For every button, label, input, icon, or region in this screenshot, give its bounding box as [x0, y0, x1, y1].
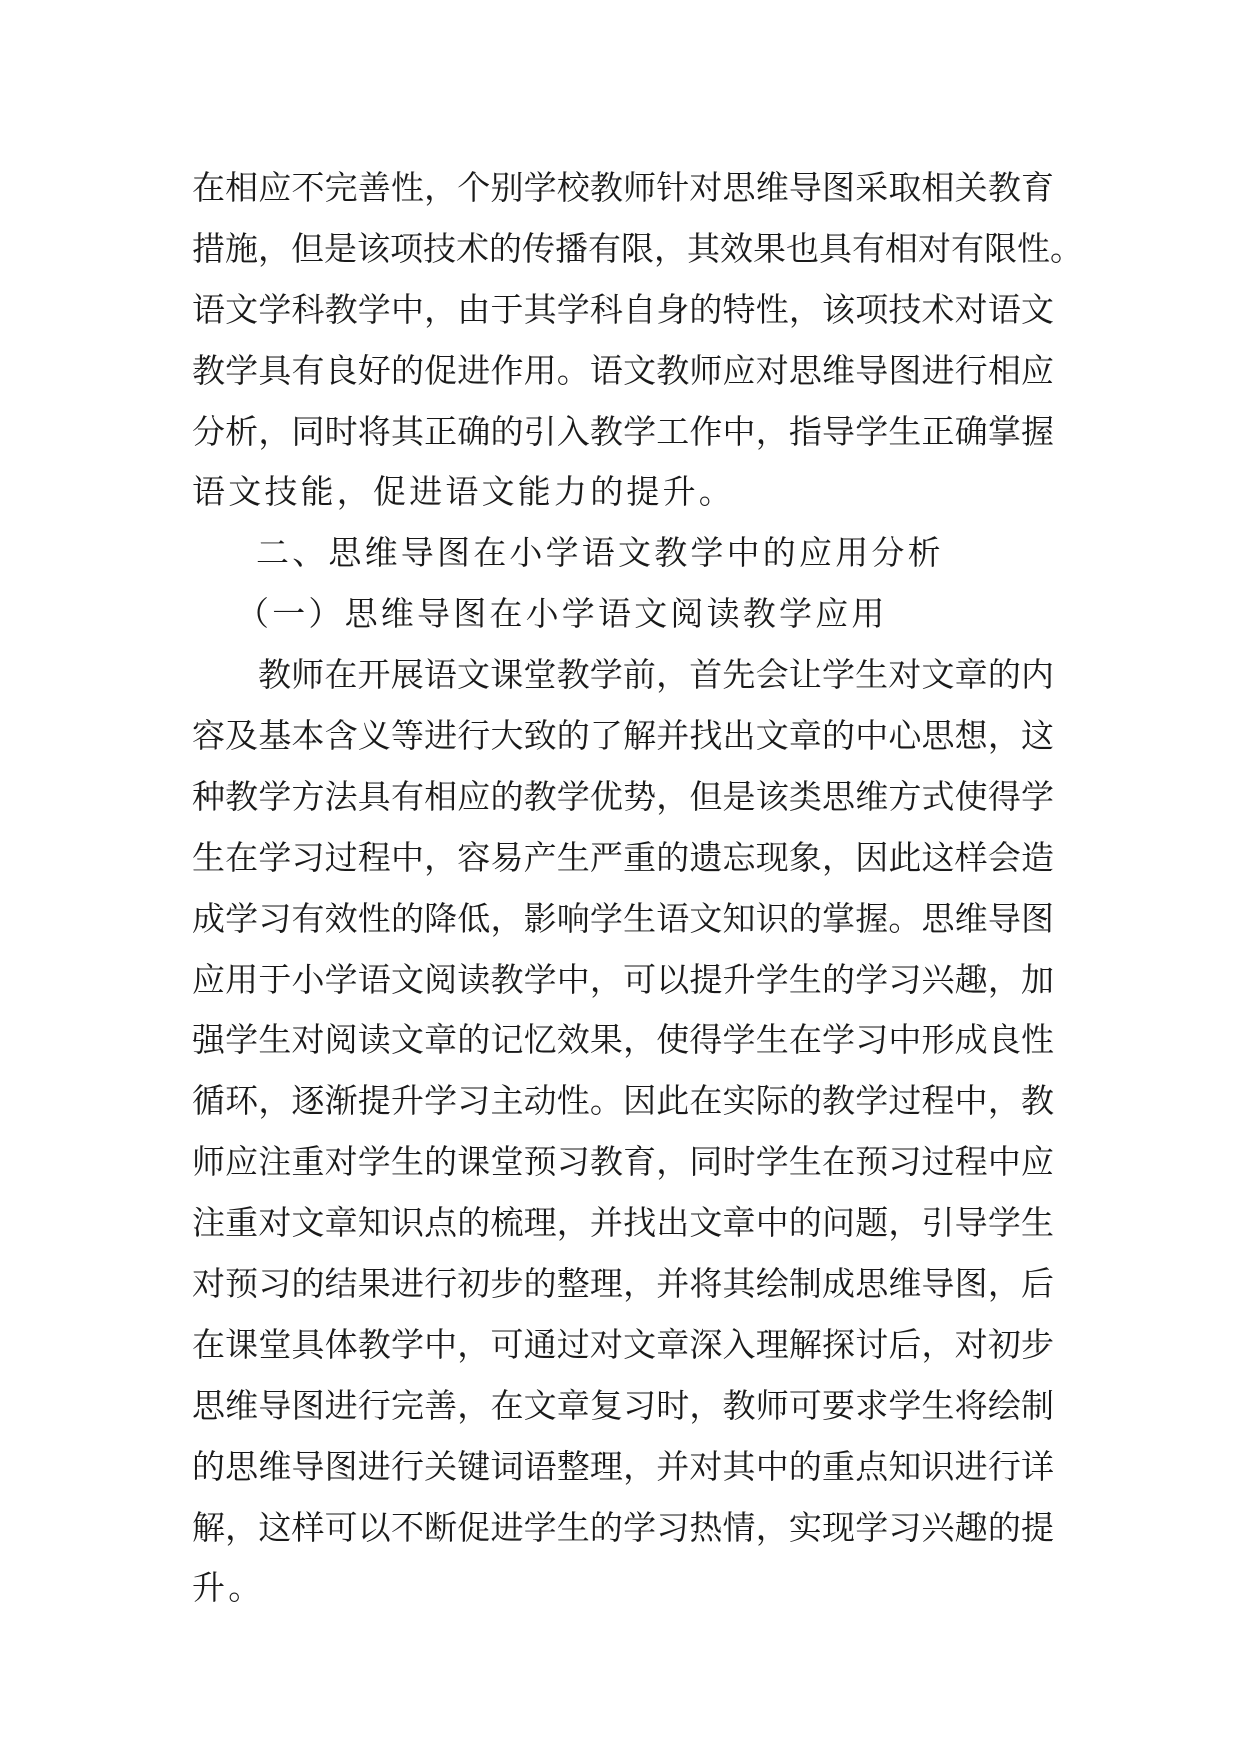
- body-line: 的思维导图进行关键词语整理，并对其中的重点知识进行详: [192, 1446, 1054, 1486]
- document-body: [192, 158, 1083, 1619]
- body-line-paragraph-end: 语文技能，促进语文能力的提升。: [192, 472, 735, 512]
- body-line: 强学生对阅读文章的记忆效果，使得学生在学习中形成良性: [192, 1020, 1054, 1060]
- body-line: 成学习有效性的降低，影响学生语文知识的掌握。思维导图: [192, 898, 1054, 938]
- body-line: 分析，同时将其正确的引入教学工作中，指导学生正确掌握: [192, 411, 1054, 451]
- body-line: 注重对文章知识点的梳理，并找出文章中的问题，引导学生: [192, 1203, 1054, 1243]
- body-line: 种教学方法具有相应的教学优势，但是该类思维方式使得学: [192, 776, 1054, 816]
- body-line-paragraph-end: 升。: [192, 1568, 265, 1608]
- body-line: 师应注重对学生的课堂预习教育，同时学生在预习过程中应: [192, 1142, 1054, 1182]
- body-line: 在相应不完善性，个别学校教师针对思维导图采取相关教育: [192, 168, 1054, 207]
- body-line: 教学具有良好的促进作用。语文教师应对思维导图进行相应: [192, 350, 1054, 390]
- paragraph-first-line: 教师在开展语文课堂教学前，首先会让学生对文章的内: [258, 655, 1054, 695]
- body-line: 循环，逐渐提升学习主动性。因此在实际的教学过程中，教: [192, 1081, 1054, 1121]
- body-line: 对预习的结果进行初步的整理，并将其绘制成思维导图，后: [192, 1264, 1054, 1304]
- body-line: 解，这样可以不断促进学生的学习热情，实现学习兴趣的提: [192, 1507, 1054, 1547]
- body-line: 应用于小学语文阅读教学中，可以提升学生的学习兴趣，加: [192, 959, 1054, 999]
- body-line: 思维导图进行完善，在文章复习时，教师可要求学生将绘制: [192, 1385, 1054, 1425]
- body-line: 措施，但是该项技术的传播有限，其效果也具有相对有限性。: [192, 228, 1083, 268]
- body-line: 在课堂具体教学中，可通过对文章深入理解探讨后，对初步: [192, 1324, 1054, 1364]
- body-line: 生在学习过程中，容易产生严重的遗忘现象，因此这样会造: [192, 837, 1054, 877]
- body-line: 容及基本含义等进行大致的了解并找出文章的中心思想，这: [192, 716, 1054, 756]
- subsection-heading: （一）思维导图在小学语文阅读教学应用: [236, 594, 888, 634]
- body-line: 语文学科教学中，由于其学科自身的特性，该项技术对语文: [192, 289, 1054, 329]
- section-heading: 二、思维导图在小学语文教学中的应用分析: [256, 533, 944, 573]
